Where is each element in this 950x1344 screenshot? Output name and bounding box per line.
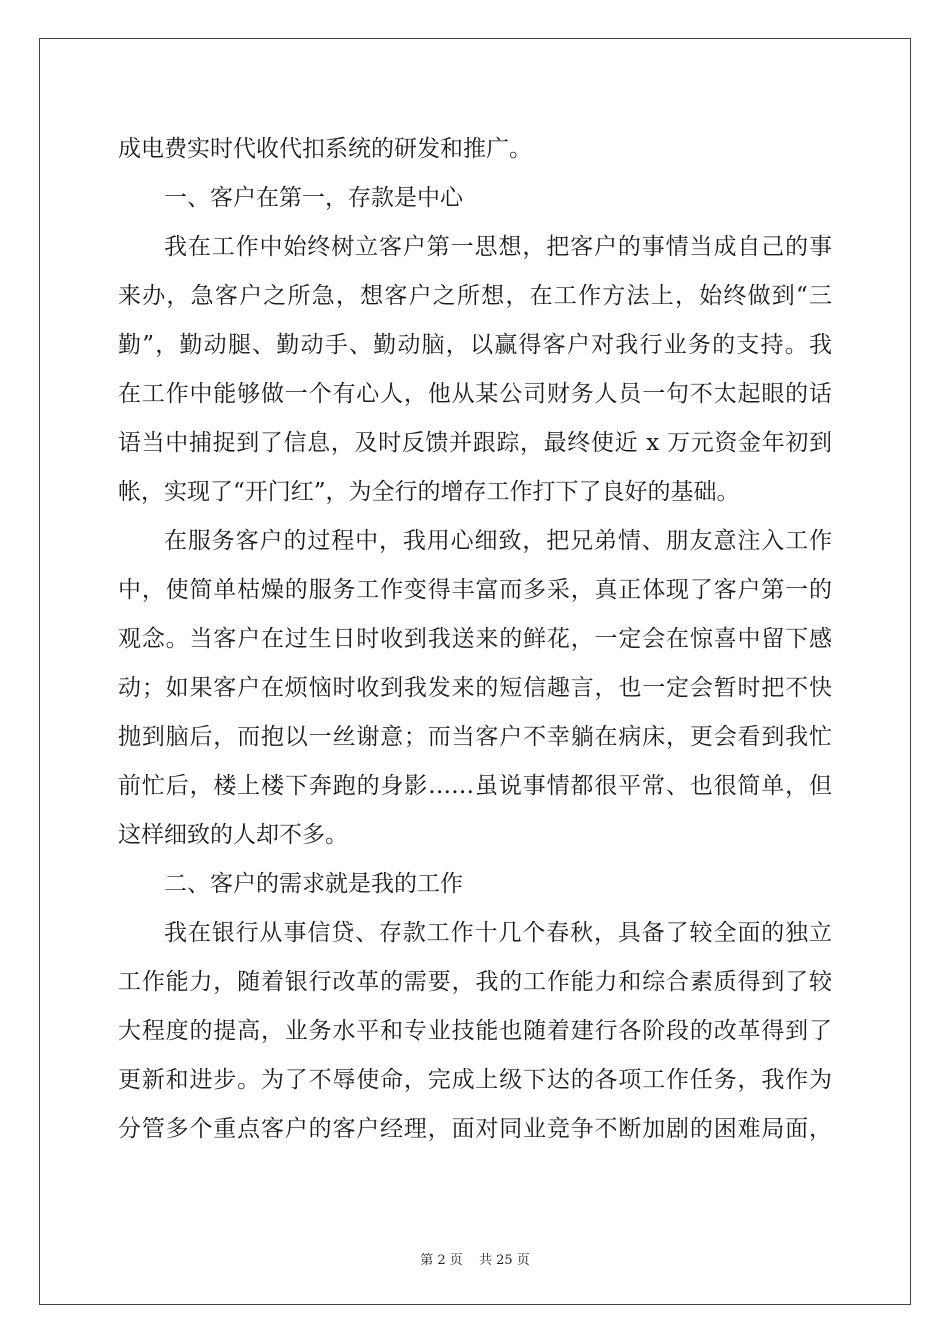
text-line: 抛到脑后，而抱以一丝谢意；而当客户不幸躺在病床，更会看到我忙	[118, 724, 832, 750]
text-line: 动；如果客户在烦恼时收到我发来的短信趣言，也一定会暂时把不快	[118, 675, 832, 701]
text-line: 我在银行从事信贷、存款工作十几个春秋，具备了较全面的独立	[164, 920, 832, 946]
text-line: 分管多个重点客户的客户经理，面对同业竞争不断加剧的困难局面，	[118, 1116, 832, 1142]
text-line: 二、客户的需求就是我的工作	[164, 871, 463, 897]
text-line: 来办，急客户之所急，想客户之所想，在工作方法上，始终做到“三	[118, 283, 832, 309]
text-line: 工作能力，随着银行改革的需要，我的工作能力和综合素质得到了较	[118, 969, 832, 995]
text-line: 勤”，勤动腿、勤动手、勤动脑，以赢得客户对我行业务的支持。我	[118, 332, 832, 358]
text-line: 前忙后，楼上楼下奔跑的身影……虽说事情都很平常、也很简单，但	[118, 773, 832, 799]
page-total: 共 25 页	[478, 1253, 530, 1268]
text-line: 大程度的提高，业务水平和专业技能也随着建行各阶段的改革得到了	[118, 1018, 832, 1044]
text-line: 更新和进步。为了不辱使命，完成上级下达的各项工作任务，我作为	[118, 1067, 832, 1093]
text-line: 语当中捕捉到了信息，及时反馈并跟踪，最终使近 x 万元资金年初到	[118, 430, 832, 456]
text-line: 中，使简单枯燥的服务工作变得丰富而多采，真正体现了客户第一的	[118, 577, 832, 603]
text-line: 这样细致的人却不多。	[118, 822, 348, 848]
text-line: 在工作中能够做一个有心人，他从某公司财务人员一句不太起眼的话	[118, 381, 832, 407]
text-line: 观念。当客户在过生日时收到我送来的鲜花，一定会在惊喜中留下感	[118, 626, 832, 652]
text-line: 在服务客户的过程中，我用心细致，把兄弟情、朋友意注入工作	[164, 528, 832, 554]
text-line: 我在工作中始终树立客户第一思想，把客户的事情当成自己的事	[164, 234, 832, 260]
text-line: 成电费实时代收代扣系统的研发和推广。	[118, 136, 532, 162]
document-body	[118, 125, 832, 1154]
text-line: 帐，实现了“开门红”，为全行的增存工作打下了良好的基础。	[118, 479, 740, 505]
text-line: 一、客户在第一，存款是中心	[164, 185, 463, 211]
page-number: 第 2 页	[420, 1253, 463, 1268]
page-footer	[0, 1249, 950, 1268]
